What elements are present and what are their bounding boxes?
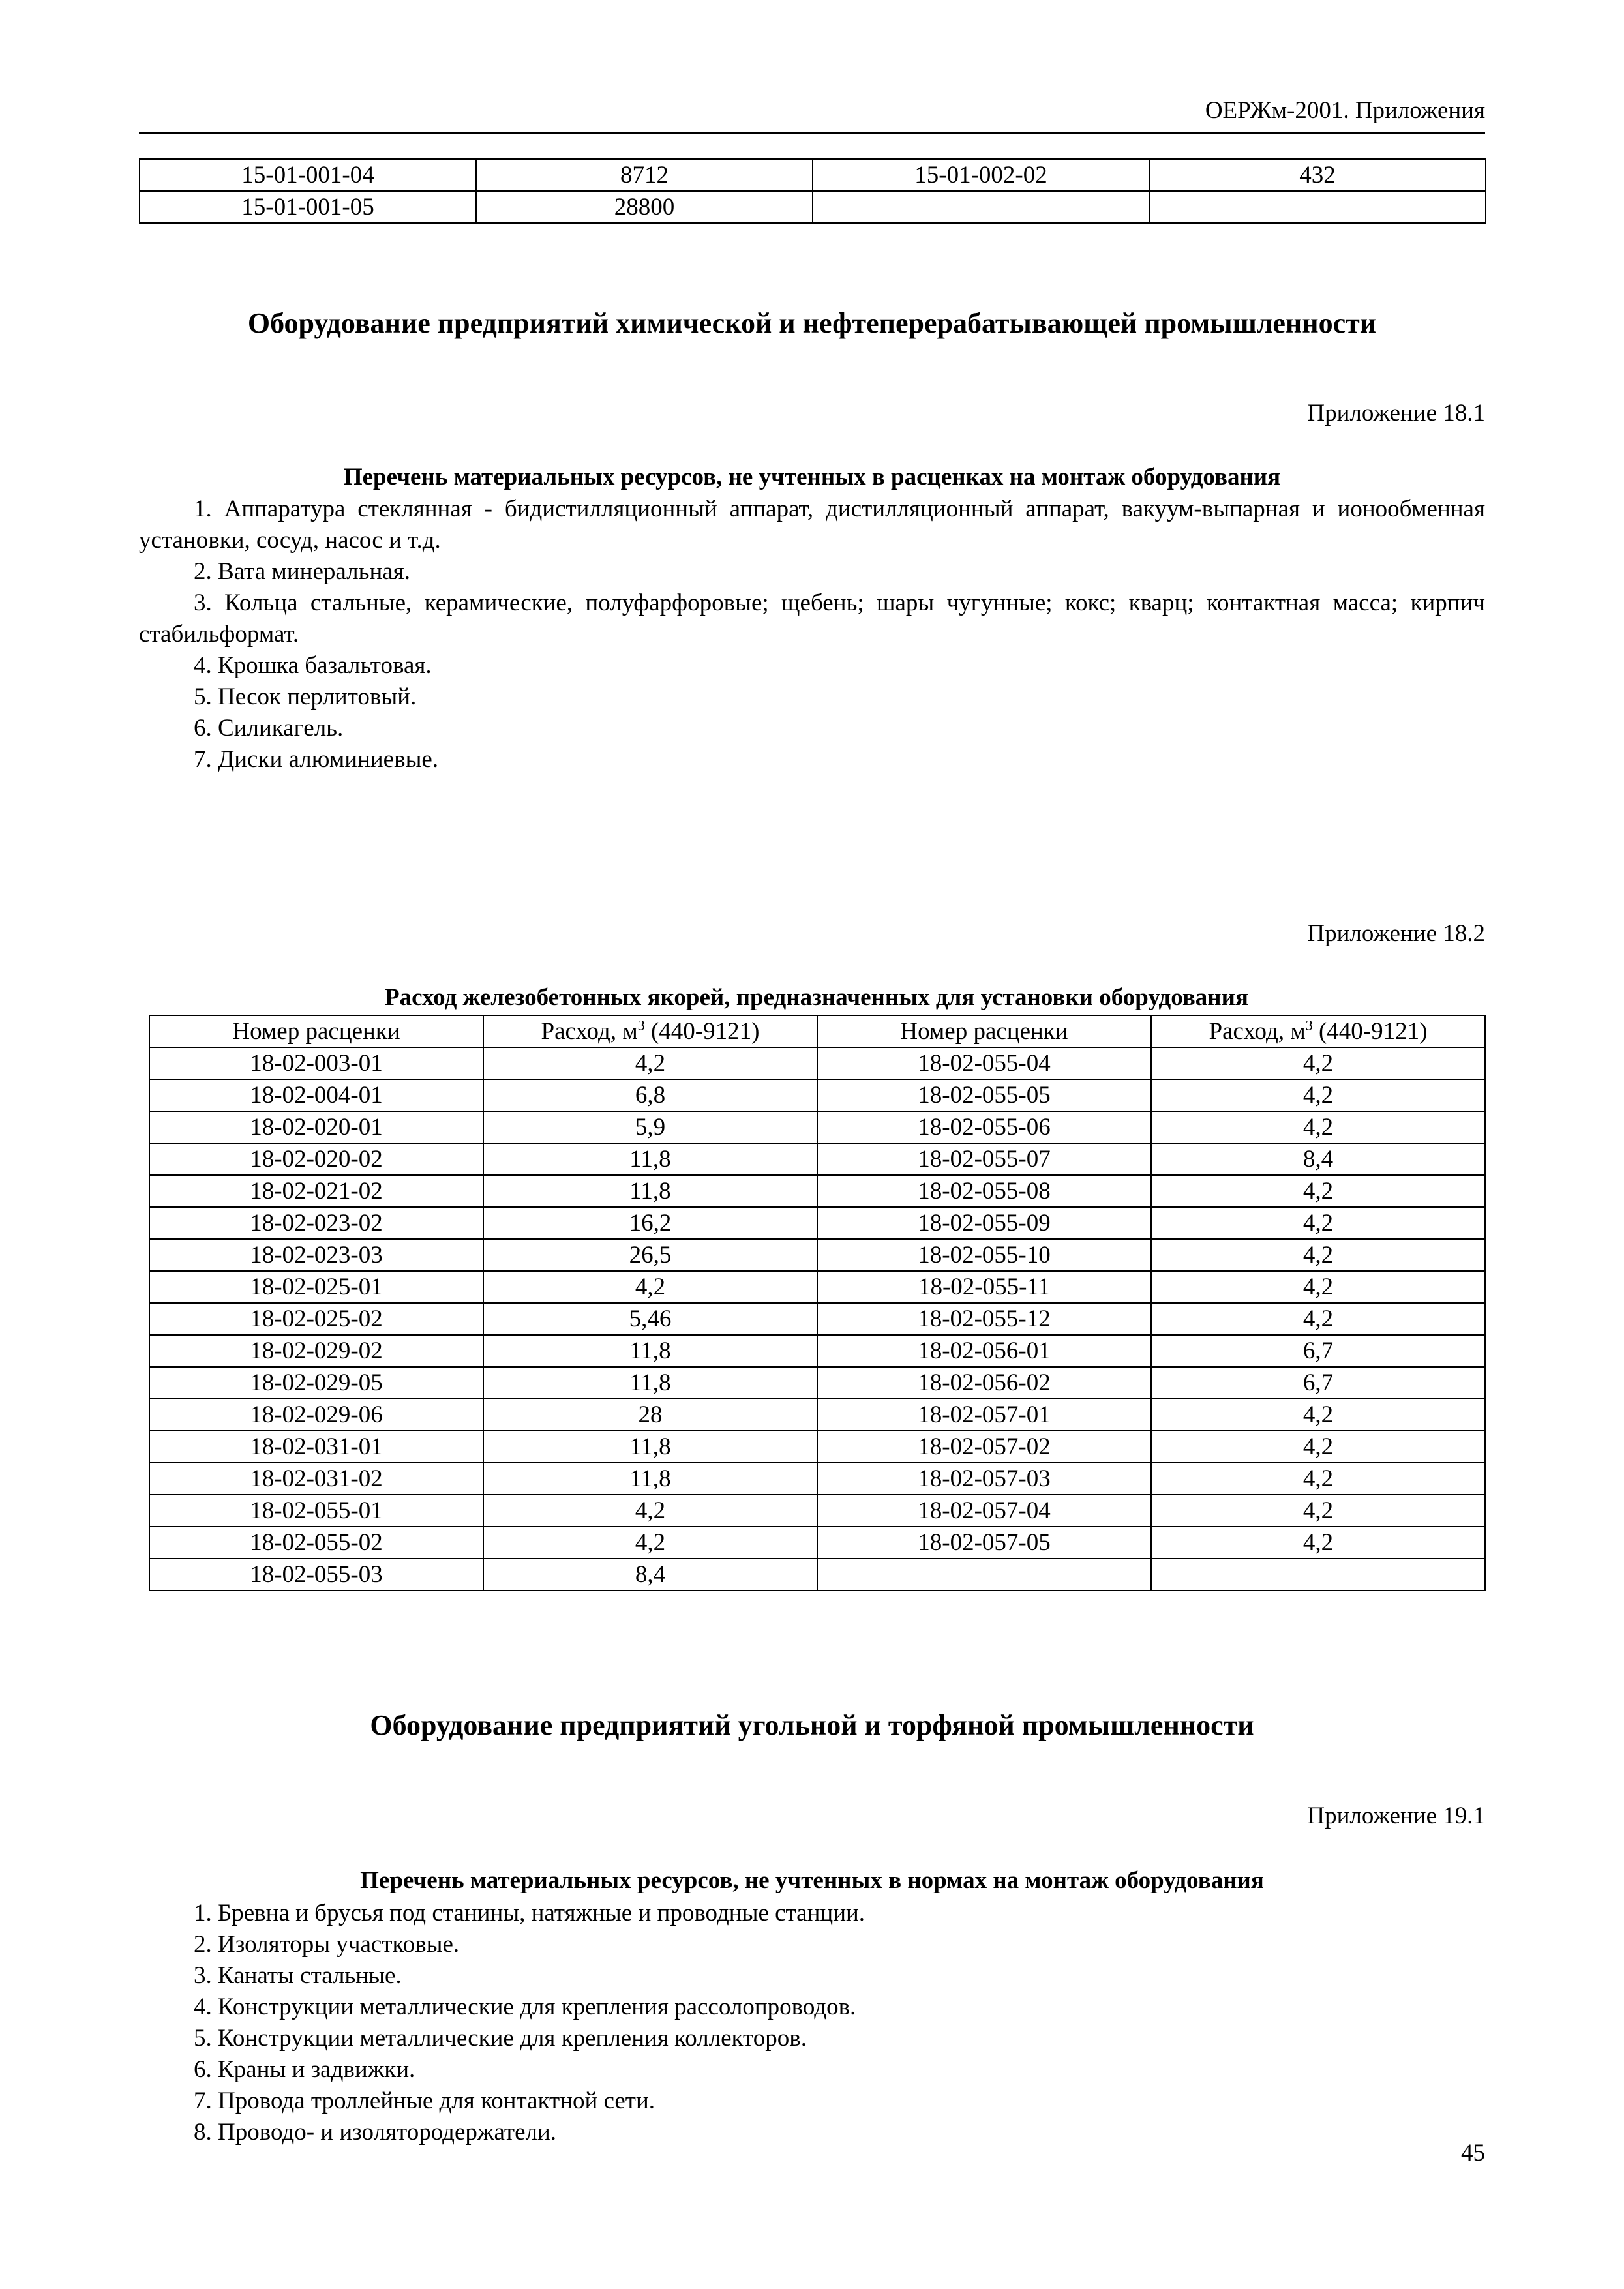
table-row	[149, 1527, 1485, 1559]
table-cell: 4,2	[1151, 1463, 1485, 1495]
materials-list-19-1	[139, 1898, 1485, 2148]
appendix-label-18-2: Приложение 18.2	[1307, 920, 1485, 947]
table-cell: 4,2	[1151, 1207, 1485, 1239]
header-rate-number: Номер расценки	[149, 1015, 483, 1047]
list-item: 6. Силикагель.	[194, 715, 344, 741]
table-row	[140, 159, 1486, 191]
running-header: ОЕРЖм-2001. Приложения	[1205, 97, 1485, 124]
table-cell: 18-02-055-08	[817, 1175, 1151, 1207]
section-title-chemical: Оборудование предприятий химической и нефтеперерабатывающей промышленности	[247, 307, 1377, 339]
list-title-19-1: Перечень материальных ресурсов, не учтенных в нормах на монтаж оборудования	[360, 1867, 1264, 1894]
table-cell: 4,2	[1151, 1399, 1485, 1431]
table-cell: 18-02-021-02	[149, 1175, 483, 1207]
table-cell: 4,2	[1151, 1527, 1485, 1559]
list-item: 8. Проводо- и изолятородержатели.	[194, 2119, 557, 2146]
table-cell: 18-02-055-05	[817, 1079, 1151, 1111]
table-row	[149, 1367, 1485, 1399]
table-cell: 5,46	[483, 1303, 817, 1335]
table-cell: 8,4	[1151, 1143, 1485, 1175]
table-cell: 11,8	[483, 1175, 817, 1207]
table-row	[149, 1143, 1485, 1175]
table-cell: 18-02-055-09	[817, 1207, 1151, 1239]
table-cell: 18-02-055-04	[817, 1047, 1151, 1079]
table-cell: 11,8	[483, 1431, 817, 1463]
table-cell: 18-02-029-06	[149, 1399, 483, 1431]
table-row	[149, 1303, 1485, 1335]
table-cell: 11,8	[483, 1463, 817, 1495]
table-cell: 18-02-057-05	[817, 1527, 1151, 1559]
table-cell: 15-01-001-05	[140, 191, 476, 223]
table-cell: 18-02-029-05	[149, 1367, 483, 1399]
table-cell	[817, 1559, 1151, 1591]
list-item: 2. Изоляторы участковые.	[194, 1931, 460, 1958]
table-cell: 11,8	[483, 1143, 817, 1175]
table-cell: 18-02-020-01	[149, 1111, 483, 1143]
header-rule	[139, 132, 1485, 134]
table-cell: 18-02-025-02	[149, 1303, 483, 1335]
table-row	[149, 1559, 1485, 1591]
table-cell: 18-02-056-01	[817, 1335, 1151, 1367]
table-cell: 4,2	[1151, 1271, 1485, 1303]
table-cell: 18-02-031-01	[149, 1431, 483, 1463]
list-item: 4. Конструкции металлические для крепления рассолопроводов.	[194, 1994, 856, 2020]
list-item: 6. Краны и задвижки.	[194, 2056, 415, 2083]
header-consumption: Расход, $м^3$ (440-9121)	[483, 1015, 817, 1047]
table-row	[149, 1175, 1485, 1207]
list-item: 7. Провода троллейные для контактной сети.	[194, 2087, 655, 2114]
table-cell: 18-02-055-07	[817, 1143, 1151, 1175]
table-cell: 18-02-055-11	[817, 1271, 1151, 1303]
table-row	[140, 191, 1486, 223]
table-cell: 8,4	[483, 1559, 817, 1591]
table-cell: 18-02-025-01	[149, 1271, 483, 1303]
table-cell: 18-02-057-03	[817, 1463, 1151, 1495]
table-cell: 18-02-055-01	[149, 1495, 483, 1527]
materials-list-18-1	[139, 494, 1485, 775]
table-cell: 18-02-055-12	[817, 1303, 1151, 1335]
table-cell	[1151, 1559, 1485, 1591]
list-item: 1. Аппаратура стеклянная - бидистилляционный аппарат, дистилляционный аппарат, вакуум-выпарная и ионообменная установки, сосуд, насос и т.д.	[139, 496, 1485, 554]
table-cell: 18-02-004-01	[149, 1079, 483, 1111]
table-row	[149, 1399, 1485, 1431]
table-cell: 18-02-031-02	[149, 1463, 483, 1495]
table-cell: 18-02-057-01	[817, 1399, 1151, 1431]
table-cell: 18-02-003-01	[149, 1047, 483, 1079]
table-cell: 8712	[476, 159, 813, 191]
table-row	[149, 1335, 1485, 1367]
table-row	[149, 1239, 1485, 1271]
table-cell: 18-02-023-03	[149, 1239, 483, 1271]
anchors-table-body	[149, 1047, 1485, 1591]
table-cell: 18-02-055-06	[817, 1111, 1151, 1143]
anchors-table	[149, 1015, 1486, 1591]
list-item: 4. Крошка базальтовая.	[194, 652, 432, 679]
list-title-18-1: Перечень материальных ресурсов, не учтенных в расценках на монтаж оборудования	[343, 464, 1281, 490]
list-item: 3. Кольца стальные, керамические, полуфарфоровые; щебень; шары чугунные; кокс; кварц; контактная масса; кирпич стабильформат.	[139, 590, 1485, 648]
table-cell: 18-02-055-03	[149, 1559, 483, 1591]
section-title-coal: Оборудование предприятий угольной и торфяной промышленности	[370, 1709, 1254, 1741]
table-cell: 4,2	[483, 1271, 817, 1303]
table-cell: 18-02-056-02	[817, 1367, 1151, 1399]
table-cell: 6,7	[1151, 1335, 1485, 1367]
table-cell: 11,8	[483, 1335, 817, 1367]
table-cell: 4,2	[1151, 1303, 1485, 1335]
table-cell: 4,2	[1151, 1111, 1485, 1143]
table-cell: 432	[1149, 159, 1486, 191]
table-row	[149, 1047, 1485, 1079]
table-row	[149, 1207, 1485, 1239]
header-rate-number-2: Номер расценки	[817, 1015, 1151, 1047]
table-cell: 18-02-055-10	[817, 1239, 1151, 1271]
table-cell: 18-02-057-02	[817, 1431, 1151, 1463]
table-cell: 16,2	[483, 1207, 817, 1239]
list-item: 3. Канаты стальные.	[194, 1962, 402, 1989]
table-cell: 26,5	[483, 1239, 817, 1271]
table-cell: 28	[483, 1399, 817, 1431]
list-item: 5. Конструкции металлические для крепления коллекторов.	[194, 2025, 807, 2052]
table-cell: 5,9	[483, 1111, 817, 1143]
table-cell: 28800	[476, 191, 813, 223]
table-cell: 15-01-002-02	[813, 159, 1149, 191]
list-item: 2. Вата минеральная.	[194, 558, 410, 585]
table-cell: 4,2	[483, 1527, 817, 1559]
table-header-row	[149, 1015, 1485, 1047]
appendix-label-19-1: Приложение 19.1	[1307, 1803, 1485, 1829]
table-row	[149, 1079, 1485, 1111]
list-item: 5. Песок перлитовый.	[194, 683, 417, 710]
table-cell: 15-01-001-04	[140, 159, 476, 191]
table-cell: 11,8	[483, 1367, 817, 1399]
table-cell: 4,2	[1151, 1047, 1485, 1079]
top-table	[139, 158, 1486, 224]
table-cell: 18-02-057-04	[817, 1495, 1151, 1527]
table-cell: 4,2	[1151, 1079, 1485, 1111]
appendix-label-18-1: Приложение 18.1	[1307, 400, 1485, 426]
table-row	[149, 1463, 1485, 1495]
table-row	[149, 1111, 1485, 1143]
header-consumption-2: Расход, $м^3$ (440-9121)	[1151, 1015, 1485, 1047]
table-cell: 18-02-029-02	[149, 1335, 483, 1367]
page-number: 45	[1461, 2140, 1485, 2166]
table-row	[149, 1495, 1485, 1527]
list-item: 1. Бревна и брусья под станины, натяжные и проводные станции.	[194, 1900, 865, 1926]
list-item: 7. Диски алюминиевые.	[194, 746, 439, 773]
table-cell: 18-02-055-02	[149, 1527, 483, 1559]
table-cell: 6,8	[483, 1079, 817, 1111]
table-cell: 4,2	[1151, 1431, 1485, 1463]
table-cell	[1149, 191, 1486, 223]
table-row	[149, 1271, 1485, 1303]
table-cell: 18-02-023-02	[149, 1207, 483, 1239]
table-cell	[813, 191, 1149, 223]
table-cell: 6,7	[1151, 1367, 1485, 1399]
table-cell: 18-02-020-02	[149, 1143, 483, 1175]
table-cell: 4,2	[1151, 1239, 1485, 1271]
table-cell: 4,2	[483, 1495, 817, 1527]
table-row	[149, 1431, 1485, 1463]
table-cell: 4,2	[483, 1047, 817, 1079]
top-table-body	[140, 159, 1486, 223]
table-cell: 4,2	[1151, 1175, 1485, 1207]
table-cell: 4,2	[1151, 1495, 1485, 1527]
table-title-18-2: Расход железобетонных якорей, предназначенных для установки оборудования	[385, 984, 1248, 1011]
